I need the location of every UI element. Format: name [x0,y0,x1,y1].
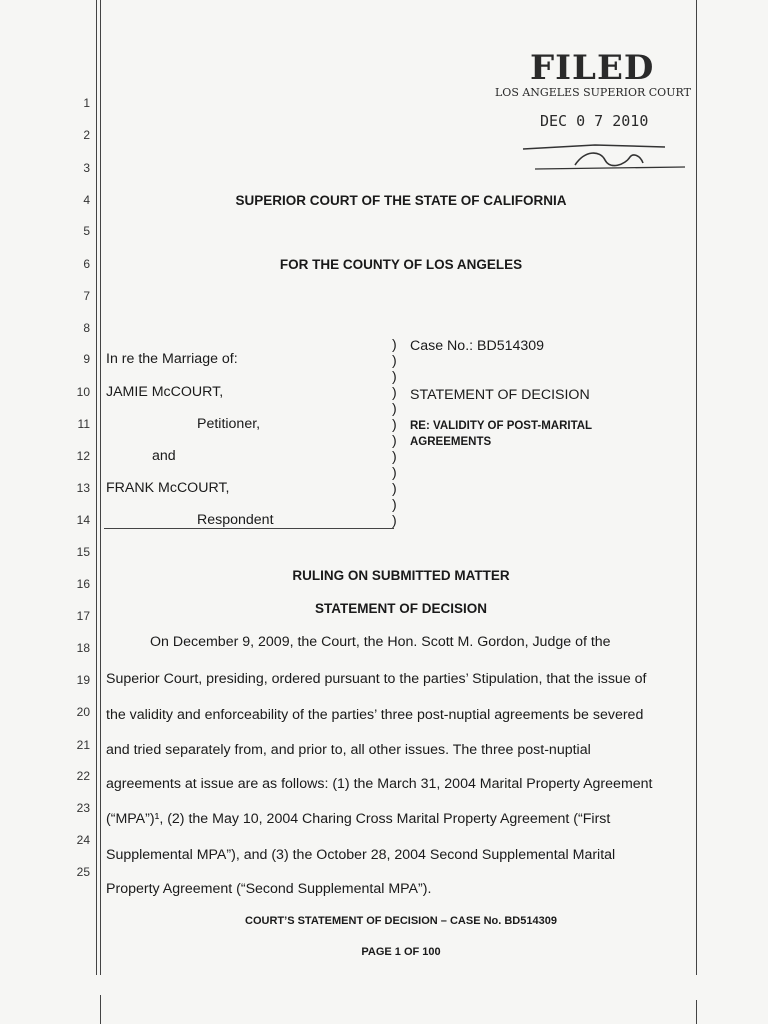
re-line-2: AGREEMENTS [410,436,492,448]
body-line: the validity and enforceability of the parties’ three post-nuptial agreements be severed [106,707,644,723]
line-number: 9 [83,352,90,366]
line-number: 21 [76,738,90,752]
line-number: 23 [76,801,90,815]
line-number: 16 [76,577,90,591]
respondent-role: Respondent [197,512,274,528]
line-number: 24 [76,833,90,847]
case-number: Case No.: BD514309 [410,338,545,354]
line-number: 17 [76,609,90,623]
document-type: STATEMENT OF DECISION [410,387,590,403]
line-number: 4 [83,193,90,207]
body-line: and tried separately from, and prior to, all other issues. The three post-nuptial [106,742,591,758]
body-line: agreements at issue are as follows: (1) the March 31, 2004 Marital Property Agreement [106,776,653,792]
filed-stamp-date: DEC 0 7 2010 [540,112,649,130]
footer-title: COURT’S STATEMENT OF DECISION – CASE No. BD514309 [245,915,557,927]
line-number: 14 [76,513,90,527]
page-number: PAGE 1 OF 100 [361,946,441,958]
petitioner-role: Petitioner, [197,416,261,432]
line-number: 5 [83,224,90,238]
body-line: Property Agreement (“Second Supplemental MPA”). [106,881,432,897]
line-number: 22 [76,769,90,783]
line-number: 12 [76,449,90,463]
line-number: 15 [76,545,90,559]
bottom-margin-mark-right [696,1000,697,1024]
line-number: 2 [83,128,90,142]
left-margin-rule-inner [100,0,101,975]
line-number: 20 [76,705,90,719]
respondent-name: FRANK McCOURT, [106,480,230,496]
line-number: 18 [76,641,90,655]
body-line: On December 9, 2009, the Court, the Hon. Scott M. Gordon, Judge of the [150,634,611,650]
filed-stamp-title: FILED [530,48,655,88]
line-number: 13 [76,481,90,495]
filed-stamp-court: LOS ANGELES SUPERIOR COURT [495,86,691,99]
line-number: 10 [76,385,90,399]
line-number: 3 [83,161,90,175]
body-line: Superior Court, presiding, ordered pursuant to the parties’ Stipulation, that the issue of [106,671,647,687]
caption-underline [104,528,394,529]
body-line: (“MPA”)¹, (2) the May 10, 2004 Charing Cross Marital Property Agreement (“First [106,811,611,827]
petitioner-name: JAMIE McCOURT, [106,384,224,400]
line-number: 8 [83,321,90,335]
right-margin-rule [696,0,697,975]
re-line-1: RE: VALIDITY OF POST-MARITAL [410,420,593,432]
clerk-signature-icon [515,135,695,180]
caption-and: and [152,448,176,464]
line-number: 11 [77,417,90,431]
bottom-margin-mark [100,995,101,1024]
line-number: 7 [83,289,90,303]
line-number: 19 [76,673,90,687]
line-number: 25 [76,865,90,879]
body-line: Supplemental MPA”), and (3) the October 28, 2004 Second Supplemental Marital [106,847,616,863]
statement-title: STATEMENT OF DECISION [315,601,487,616]
caption-in-re: In re the Marriage of: [106,351,238,367]
court-heading: SUPERIOR COURT OF THE STATE OF CALIFORNIA [235,193,567,208]
document-page: FILED LOS ANGELES SUPERIOR COURT DEC 0 7 2010 1 2 3 4 5 6 7 8 9 10 11 12 13 14 15 16 17 18 19 20 21 22 23 24 25 SUPERIOR COURT OF THE STATE OF CALIFORNIA FOR THE COUNTY OF LOS ANGELES In re the Marriage of: JAMIE McCOURT, Petitioner, and FRANK McCOURT, Respondent ) ) ) ) ) ) ) ) ) ) ) ) Case No.: BD514309 STATEMENT OF DECISION RE: VALIDITY OF POST-MARITAL AGREEMENTS RULING ON SUBMITTED MATTER STATEMENT OF DECISION On December 9, 2009, the Court, the Hon. Scott M. Gordon, Judge of the Superior Court, presiding, ordered pursuant to the parties’ Stipulation, that the issue of the validity and enforceability of the parties’ three post-nuptial agreements be severed and tried separately from, and prior to, all other issues. The three post-nuptial agreements at issue are as follows: (1) the March 31, 2004 Marital Property Agreement (“MPA”)¹, (2) the May 10, 2004 Charing Cross Marital Property Agreement (“First Supplemental MPA”), and (3) the October 28, 2004 Second Supplemental Marital Property Agreement (“Second Supplemental MPA”). COURT’S STATEMENT OF DECISION – CASE No. BD514309 PAGE 1 OF 100 [0,0,768,1024]
filed-stamp [495,40,695,190]
ruling-title: RULING ON SUBMITTED MATTER [292,568,510,583]
line-number: 1 [83,96,90,110]
line-number: 6 [83,257,90,271]
county-heading: FOR THE COUNTY OF LOS ANGELES [279,257,523,272]
left-margin-rule [96,0,97,975]
